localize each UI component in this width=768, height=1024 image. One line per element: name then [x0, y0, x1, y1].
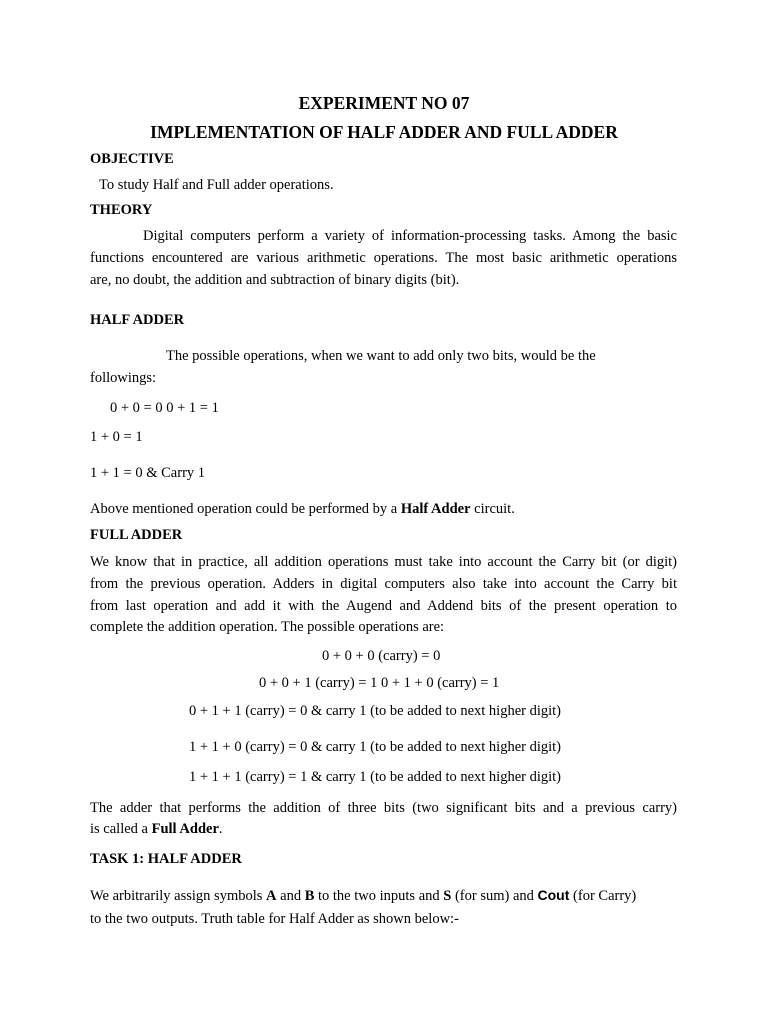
- theory-line-1: Digital computers perform a variety of information-processing tasks. Among the basic: [143, 228, 677, 244]
- task1-line-1: [90, 887, 636, 905]
- full-adder-conclusion-end: .: [218, 821, 223, 837]
- theory-heading: THEORY: [90, 202, 153, 218]
- full-adder-operation-1: 0 + 0 + 0 (carry) = 0: [322, 648, 441, 664]
- objective-text: To study Half and Full adder operations.: [99, 177, 334, 193]
- task1-text-e: (for Carry): [569, 888, 637, 904]
- half-adder-operation-2: 1 + 0 = 1: [90, 429, 143, 445]
- half-adder-operation-3: 1 + 1 = 0 & Carry 1: [90, 465, 206, 481]
- task1-text-d: (for sum) and: [451, 888, 538, 904]
- half-adder-term: Half Adder: [400, 501, 471, 517]
- half-adder-operation-1: 0 + 0 = 0 0 + 1 = 1: [110, 400, 219, 416]
- full-adder-operation-2: 0 + 0 + 1 (carry) = 1 0 + 1 + 0 (carry) = 1: [259, 675, 500, 691]
- full-adder-operation-4: 1 + 1 + 0 (carry) = 0 & carry 1 (to be added to next higher digit): [189, 739, 562, 755]
- half-adder-note-end: circuit.: [470, 501, 515, 517]
- full-adder-paragraph-line-4: complete the addition operation. The possible operations are:: [90, 619, 445, 635]
- objective-heading: OBJECTIVE: [90, 151, 174, 167]
- experiment-title: IMPLEMENTATION OF HALF ADDER AND FULL ADDER: [150, 122, 618, 142]
- task1-text-b: and: [276, 888, 305, 904]
- task1-text-c: to the two inputs and: [314, 888, 444, 904]
- input-symbol-b: B: [304, 888, 315, 904]
- full-adder-operation-5: 1 + 1 + 1 (carry) = 1 & carry 1 (to be added to next higher digit): [189, 769, 562, 785]
- full-adder-paragraph-line-1: We know that in practice, all addition operations must take into account the Carry bit (or digit): [90, 554, 677, 570]
- output-symbol-cout: Cout: [537, 887, 570, 903]
- full-adder-conclusion-line-2: [90, 821, 223, 838]
- theory-line-2: functions encountered are various arithmetic operations. The most basic arithmetic operations: [90, 250, 677, 266]
- half-adder-intro-2: followings:: [90, 370, 157, 386]
- task1-heading: TASK 1: HALF ADDER: [90, 851, 242, 867]
- full-adder-term: Full Adder: [151, 821, 219, 837]
- half-adder-heading: HALF ADDER: [90, 312, 185, 328]
- theory-line-3: are, no doubt, the addition and subtraction of binary digits (bit).: [90, 272, 460, 288]
- half-adder-note: [90, 501, 515, 518]
- input-symbol-a: A: [266, 888, 277, 904]
- experiment-number-title: EXPERIMENT NO 07: [298, 93, 470, 113]
- task1-line-2: to the two outputs. Truth table for Half Adder as shown below:-: [90, 911, 459, 927]
- full-adder-conclusion-line-1: The adder that performs the addition of three bits (two significant bits and a previous carry): [90, 800, 677, 816]
- full-adder-operation-3: 0 + 1 + 1 (carry) = 0 & carry 1 (to be added to next higher digit): [189, 703, 562, 719]
- full-adder-heading: FULL ADDER: [90, 527, 183, 543]
- half-adder-note-text: Above mentioned operation could be performed by a: [90, 501, 401, 517]
- task1-text-a: We arbitrarily assign symbols: [90, 888, 267, 904]
- full-adder-paragraph-line-2: from the previous operation. Adders in digital computers also take into account the Carry bit: [90, 576, 677, 592]
- output-symbol-sum: S: [443, 888, 452, 904]
- half-adder-intro-1: The possible operations, when we want to add only two bits, would be the: [166, 348, 596, 364]
- full-adder-conclusion-text: is called a: [90, 821, 152, 837]
- full-adder-paragraph-line-3: from last operation and add it with the Augend and Addend bits of the present operation to: [90, 598, 677, 614]
